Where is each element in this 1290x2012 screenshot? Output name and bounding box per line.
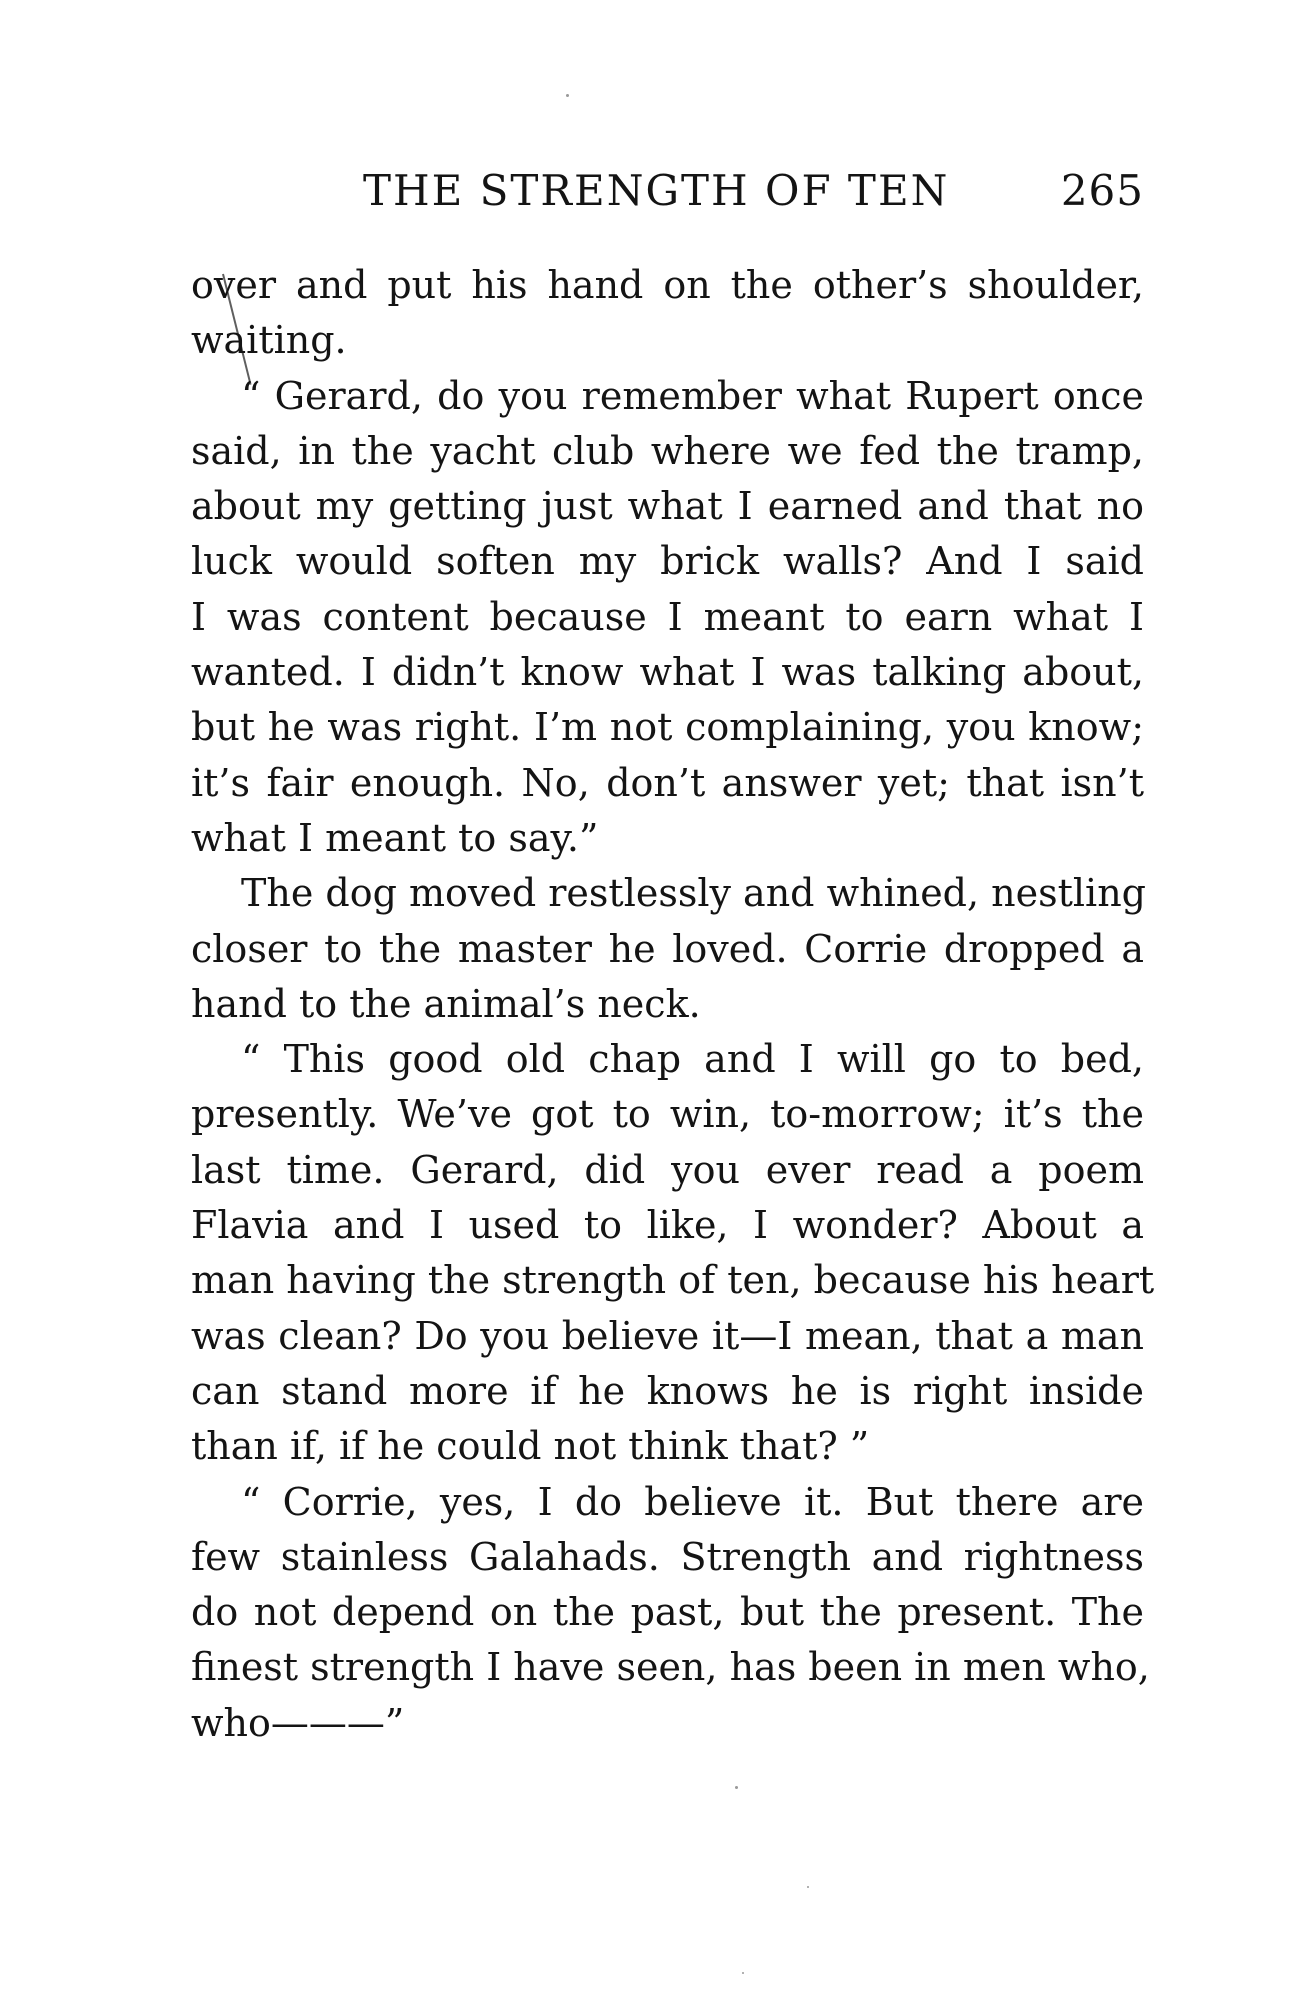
text-line: was clean? Do you believe it—I mean, that a man (191, 1313, 1144, 1358)
text-line: over and put his hand on the other’s shoulder, (191, 263, 1144, 307)
running-title: THE STRENGTH OF TEN (363, 166, 950, 215)
text-line: closer to the master he loved. Corrie dropped a (191, 926, 1144, 971)
text-line: presently. We’ve got to win, to-morrow; it’s the (191, 1092, 1144, 1137)
text-line: said, in the yacht club where we fed the tramp, (191, 428, 1144, 473)
paper-speck (742, 1972, 744, 1974)
text-line: wanted. I didn’t know what I was talking about, (191, 650, 1144, 695)
text-line: can stand more if he knows he is right inside (191, 1368, 1144, 1413)
text-line: The dog moved restlessly and whined, nestling (241, 871, 1147, 916)
text-line: than if, if he could not think that? ” (191, 1424, 870, 1469)
running-head (191, 166, 1144, 218)
text-line: “ Gerard, do you remember what Rupert once (241, 373, 1144, 418)
text-line: do not depend on the past, but the present. The (191, 1590, 1144, 1635)
text-line: about my getting just what I earned and that no (191, 484, 1144, 529)
page-number: 265 (1060, 166, 1144, 215)
body-text (191, 258, 1155, 1751)
text-line: Flavia and I used to like, I wonder? About a (191, 1203, 1144, 1248)
text-line: it’s fair enough. No, don’t answer yet; that isn’t (191, 760, 1144, 805)
text-line: luck would soften my brick walls? And I said (191, 539, 1144, 584)
text-line: I was content because I meant to earn what I (191, 594, 1144, 639)
paper-speck (735, 1786, 738, 1789)
text-line: “ This good old chap and I will go to bed, (241, 1037, 1144, 1082)
text-line: man having the strength of ten, because his heart (191, 1258, 1155, 1303)
text-line: hand to the animal’s neck. (191, 981, 701, 1026)
text-line: but he was right. I’m not complaining, you know; (191, 705, 1144, 750)
text-line: last time. Gerard, did you ever read a poem (191, 1147, 1144, 1192)
text-line: “ Corrie, yes, I do believe it. But there are (241, 1479, 1144, 1524)
text-line: few stainless Galahads. Strength and rightness (191, 1534, 1144, 1579)
paper-speck (807, 1886, 809, 1888)
text-line: waiting. (191, 318, 347, 363)
text-line: finest strength I have seen, has been in men who, (191, 1645, 1150, 1690)
text-line: who———” (191, 1700, 405, 1745)
paper-speck (566, 94, 569, 97)
text-line: what I meant to say.” (191, 815, 599, 860)
